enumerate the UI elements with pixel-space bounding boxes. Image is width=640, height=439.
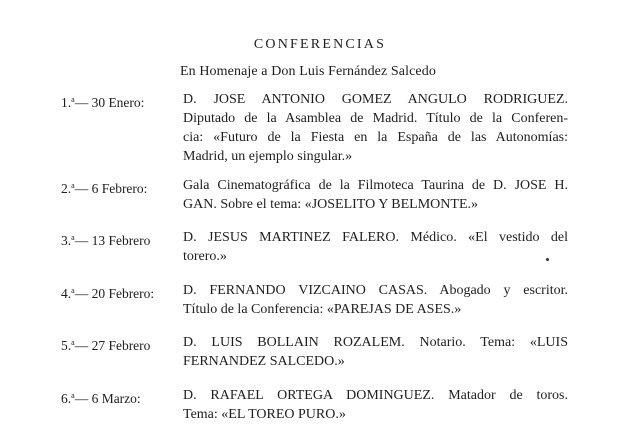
entry-date	[61, 333, 181, 355]
entry-ordinal: a	[71, 286, 75, 295]
entry-ordinal: a	[71, 95, 75, 104]
entry-date	[61, 176, 181, 198]
entry-date-text: — 6 Febrero:	[74, 181, 148, 196]
entry-line: D. LUIS BOLLAIN ROZALEM. Notario. Tema: «LUIS	[183, 335, 568, 350]
entry-line: FERNANDEZ SALCEDO.»	[183, 354, 345, 369]
entry-description	[183, 90, 568, 166]
entry-line: D. JESUS MARTINEZ FALERO. Médico. «El vestido del	[183, 230, 568, 245]
entry-date-text: — 13 Febrero	[74, 233, 151, 248]
entry-line: D. JOSE ANTONIO GOMEZ ANGULO RODRIGUEZ.	[183, 92, 568, 107]
entry-description	[183, 281, 568, 319]
entry-number: 1.	[61, 95, 72, 110]
entry-number: 4.	[61, 286, 72, 301]
entry-ordinal: a	[71, 391, 75, 400]
entry-ordinal: a	[71, 181, 75, 190]
entry-line: Tema: «EL TOREO PURO.»	[183, 407, 346, 422]
entry-number: 2.	[61, 181, 72, 196]
page-subtitle: En Homenaje a Don Luis Fernández Salcedo	[180, 64, 436, 79]
entry-ordinal: a	[71, 338, 75, 347]
entry-line: torero.»	[183, 249, 227, 264]
entry-date-text: — 27 Febrero	[74, 338, 151, 353]
entry-description	[183, 386, 568, 424]
entry-description	[183, 228, 568, 266]
entry-date	[61, 228, 181, 250]
entry-line: Diputado de la Asamblea de Madrid. Título de la Conferen-	[183, 111, 568, 126]
entry-ordinal: a	[71, 233, 75, 242]
entry-date	[61, 281, 181, 303]
entry-line: Título de la Conferencia: «PAREJAS DE ASES.»	[183, 302, 462, 317]
entry-date-text: — 20 Febrero:	[74, 286, 155, 301]
entry-line: Madrid, un ejemplo singular.»	[183, 149, 353, 164]
entry-line: D. FERNANDO VIZCAINO CASAS. Abogado y escritor.	[183, 283, 568, 298]
entry-date-text: — 6 Marzo:	[74, 391, 141, 406]
entry-line: D. RAFAEL ORTEGA DOMINGUEZ. Matador de toros.	[183, 388, 568, 403]
entry-date-text: — 30 Enero:	[74, 95, 145, 110]
print-speck	[546, 258, 549, 261]
entry-description	[183, 176, 568, 214]
entry-date	[61, 386, 181, 408]
page-title: CONFERENCIAS	[253, 37, 387, 52]
entry-line: Gala Cinematográfica de la Filmoteca Taurina de D. JOSE H.	[183, 178, 568, 193]
entry-date	[61, 90, 181, 112]
entry-line: GAN. Sobre el tema: «JOSELITO Y BELMONTE.»	[183, 197, 478, 212]
entry-description	[183, 333, 568, 371]
entry-line: cia: «Futuro de la Fiesta en la España de las Autonomías:	[183, 130, 568, 145]
entry-number: 6.	[61, 391, 72, 406]
entry-number: 5.	[61, 338, 72, 353]
entry-number: 3.	[61, 233, 72, 248]
